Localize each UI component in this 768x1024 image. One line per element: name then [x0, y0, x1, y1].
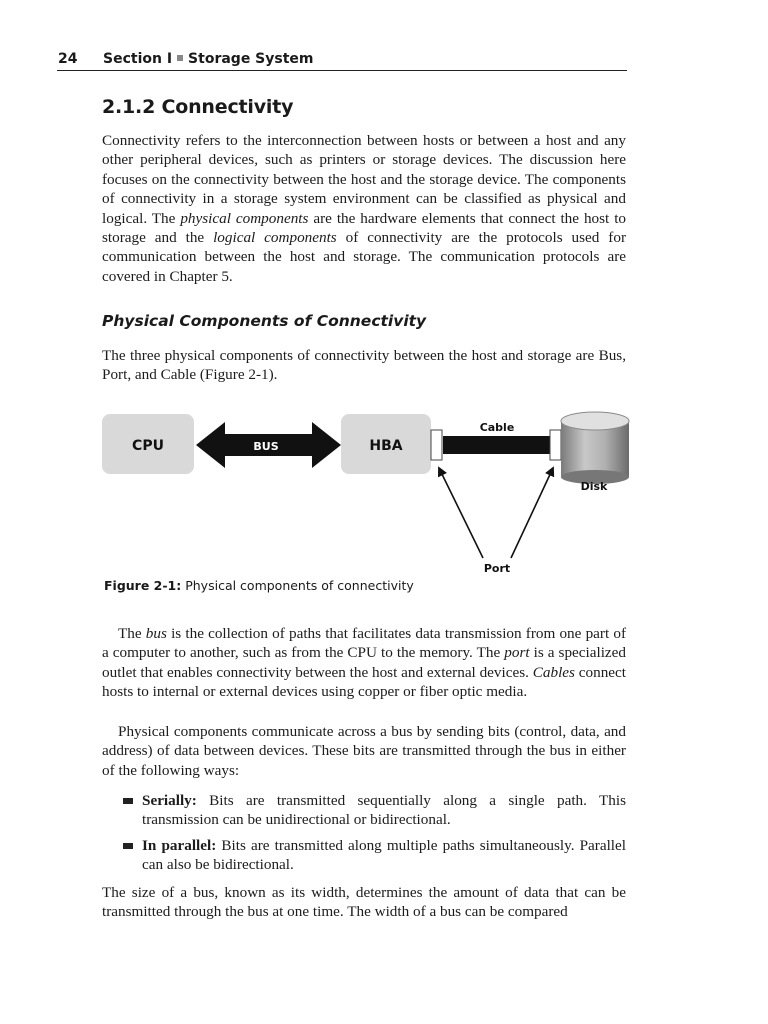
- disk-label: Disk: [580, 480, 608, 493]
- bits-paragraph: Physical components communicate across a bus by sending bits (control, data, and address) of data between devices. These bits are transmitted through the bus in either of the following ways:: [102, 723, 626, 779]
- list-item-term: In parallel:: [142, 836, 217, 854]
- connectivity-diagram: [100, 408, 640, 580]
- cpu-label: CPU: [132, 438, 164, 454]
- list-item: [120, 836, 626, 875]
- intro-emphasis-logical: logical components: [213, 229, 337, 247]
- list-item-text: Bits are transmitted sequentially along a single path. This transmission can be unidirectional or bidirectional.: [142, 792, 626, 829]
- page-number: 24: [58, 51, 78, 67]
- header-title: Storage System: [188, 51, 314, 67]
- bus-text-3: is a specialized outlet that enables connectivity between the host and external devices.: [102, 644, 626, 681]
- square-bullet-icon: [123, 798, 133, 804]
- cable-bar: [443, 436, 550, 454]
- square-bullet-icon: [123, 843, 133, 849]
- cable-label: Cable: [479, 421, 515, 434]
- port-label: Port: [483, 562, 511, 575]
- bus-text-2: is the collection of paths that facilitates data transmission from one part of a computer to another, such as from the CPU to the memory. The: [102, 625, 626, 662]
- intro-text-2: are the hardware elements that connect the host to storage and the: [102, 209, 627, 247]
- running-header: [57, 51, 627, 71]
- header-section-label: Section I: [103, 51, 173, 67]
- connectivity-figure: [100, 408, 640, 580]
- intro-text-1: Connectivity refers to the interconnection between hosts or between a host and any other peripheral devices, such as printers or storage devices. The discussion here focuses on the connectivity between the host and the storage device. The components of connectivity in a storage system environment can be classified as physical and logical. The: [102, 132, 626, 227]
- list-item-text: Bits are transmitted along multiple paths simultaneously. Parallel can also be bidirectional.: [142, 836, 626, 874]
- intro-text-3: of connectivity are the protocols used for communication between the host and storage. The communication protocols are covered in Chapter 5.: [102, 229, 627, 285]
- list-item: [120, 791, 626, 830]
- intro-paragraph: [102, 131, 626, 286]
- bus-text-4: connect hosts to internal or external devices using copper or fiber optic media.: [102, 663, 626, 701]
- bus-emphasis-port: port: [504, 644, 530, 662]
- header-section: [103, 51, 314, 67]
- square-separator-icon: [177, 55, 183, 61]
- intro-emphasis-physical: physical components: [180, 209, 309, 227]
- list-item-term: Serially:: [142, 792, 197, 809]
- disk-port: [550, 430, 561, 460]
- figure-caption: [104, 578, 414, 593]
- port-pointer-right: [511, 468, 553, 558]
- subsection-heading: Physical Components of Connectivity: [102, 312, 427, 330]
- section-heading: 2.1.2 Connectivity: [102, 96, 294, 118]
- bus-emphasis-bus: bus: [145, 625, 167, 642]
- port-pointer-left: [439, 468, 483, 558]
- bus-text-1: The: [118, 625, 146, 642]
- bus-paragraph: [102, 624, 626, 702]
- transmission-list: [120, 791, 626, 881]
- lead-paragraph: The three physical components of connectivity between the host and storage are Bus, Port, and Cable (Figure 2-1).: [102, 347, 626, 384]
- bus-label: BUS: [253, 440, 279, 453]
- bus-emphasis-cables: Cables: [532, 663, 575, 681]
- caption-label: Figure 2-1:: [104, 578, 182, 593]
- disk-cylinder: [561, 412, 629, 484]
- width-paragraph: The size of a bus, known as its width, determines the amount of data that can be transmitted through the bus at one time. The width of a bus can be compared: [102, 884, 626, 921]
- hba-label: HBA: [369, 438, 403, 454]
- caption-text: Physical components of connectivity: [181, 578, 414, 593]
- hba-port: [431, 430, 442, 460]
